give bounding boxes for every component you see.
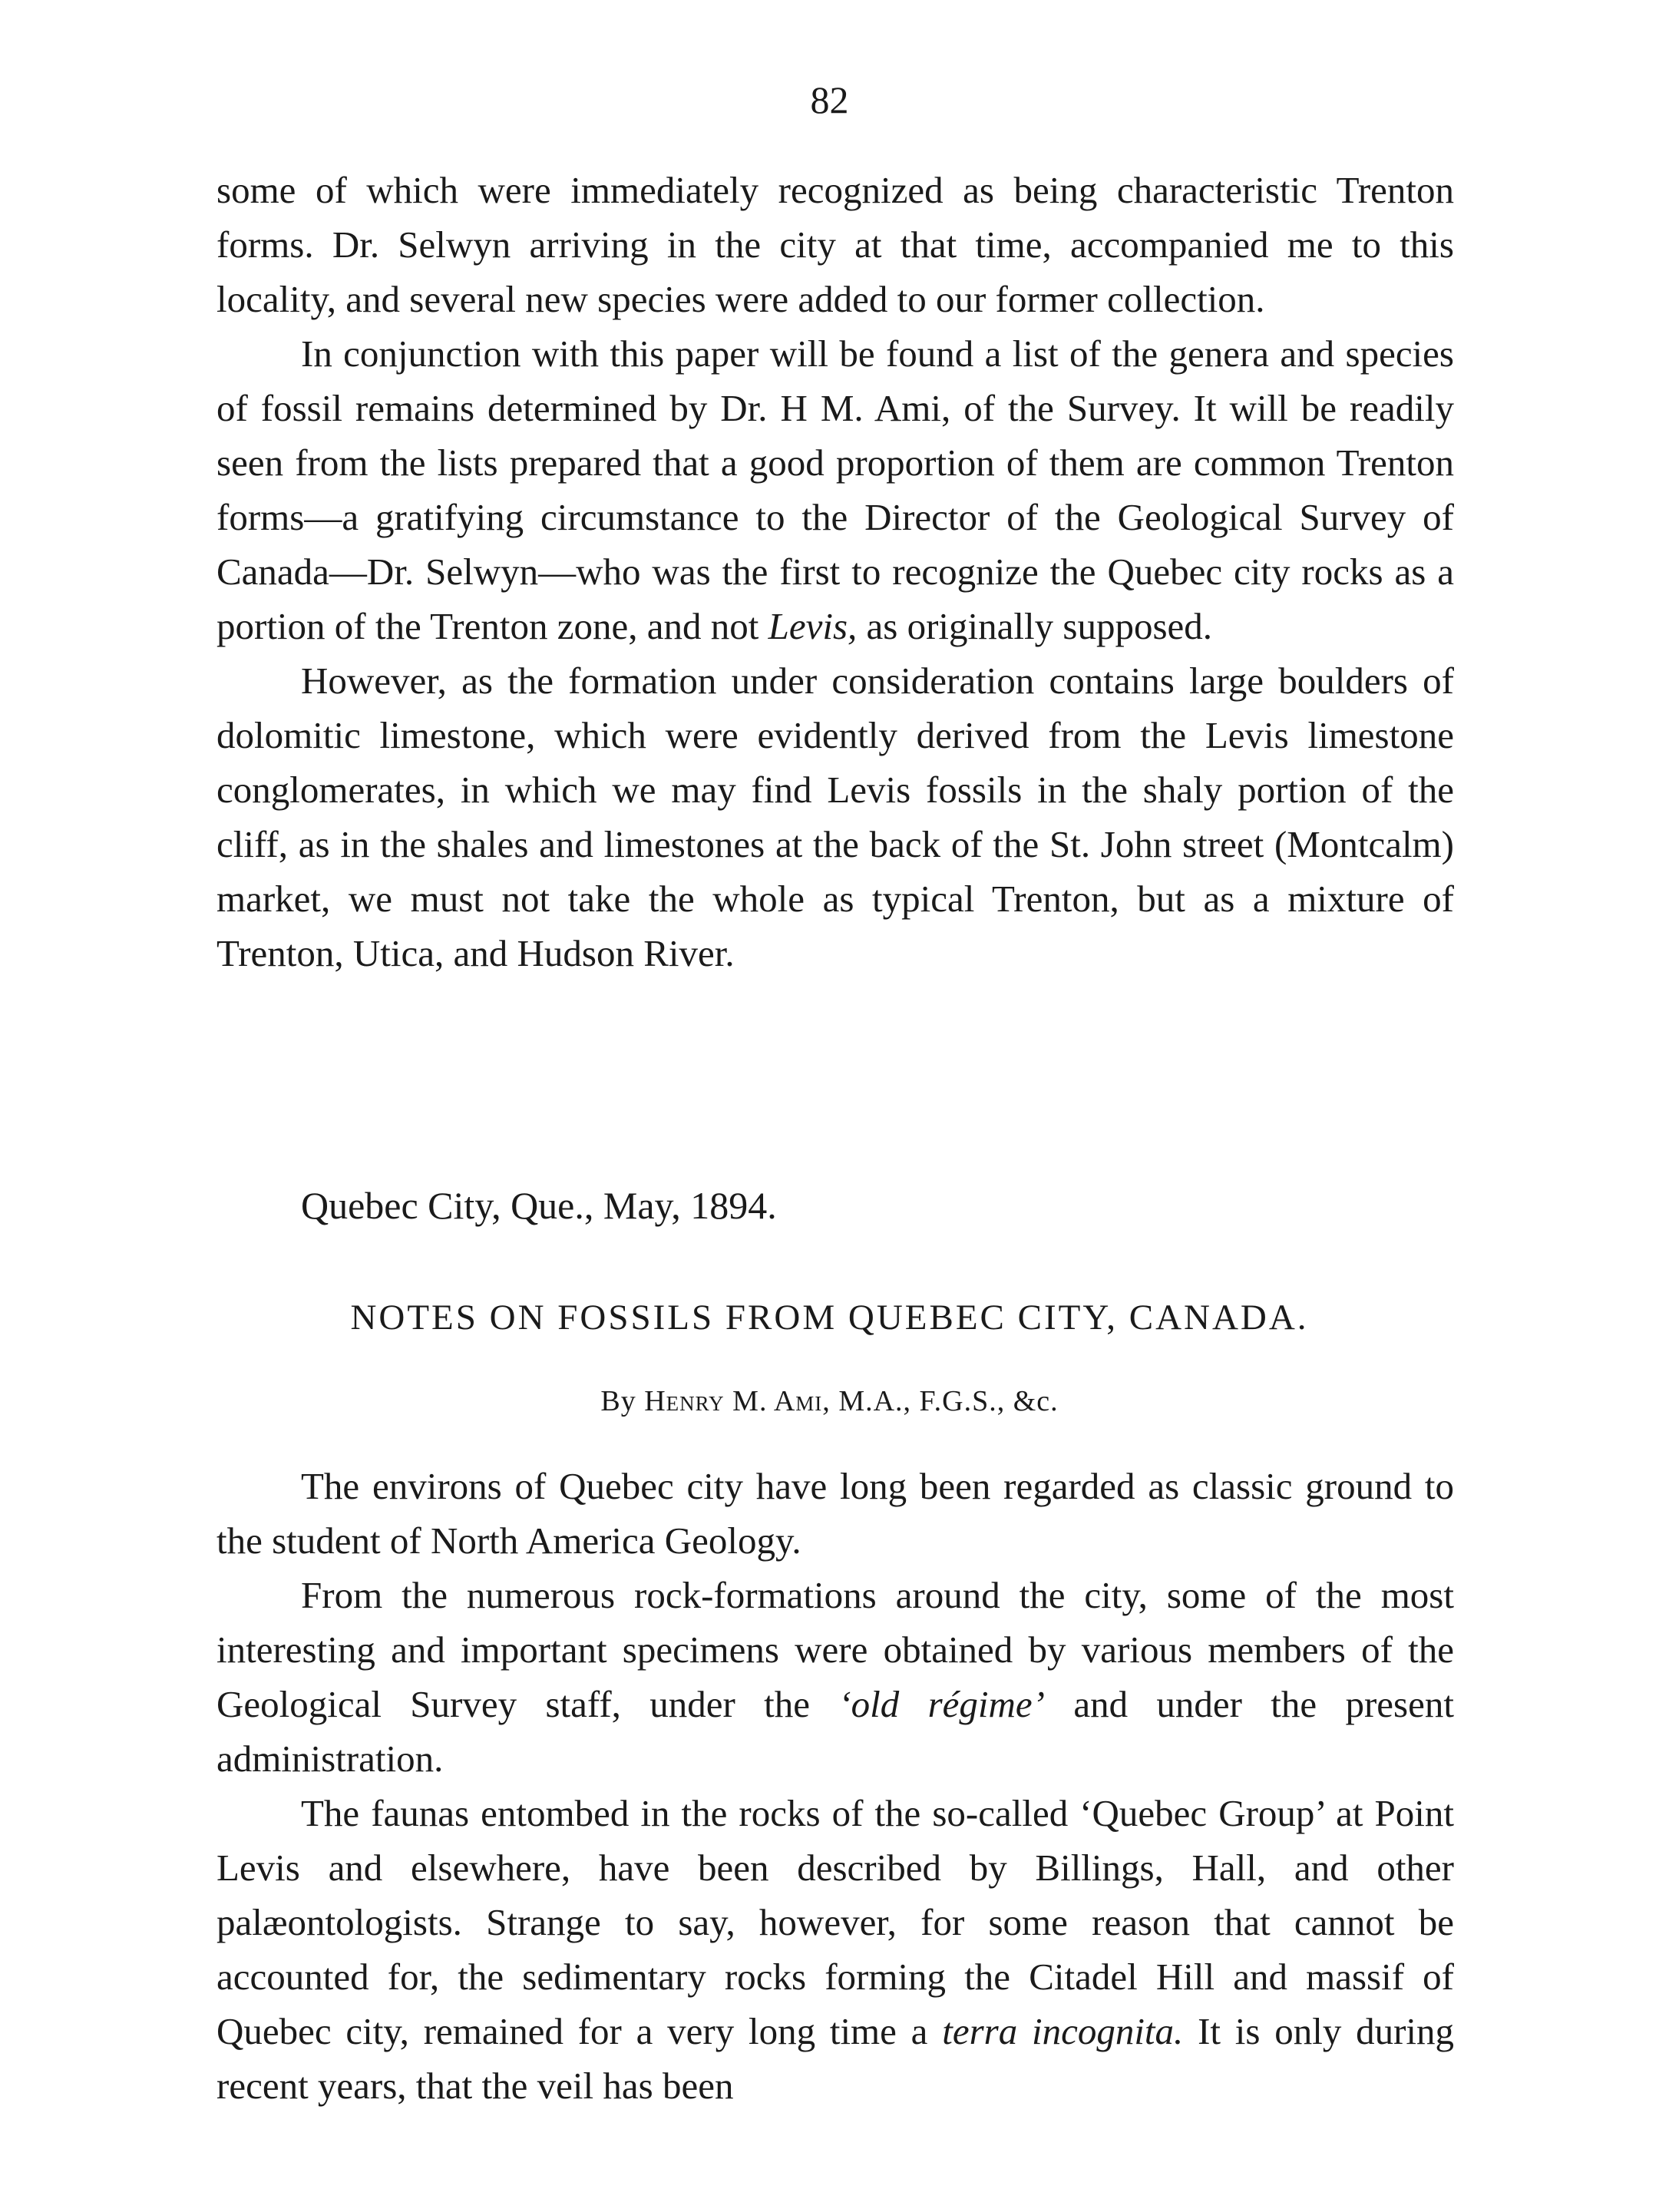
article-paragraph-3 bbox=[216, 1786, 1454, 2113]
article-paragraph-2 bbox=[216, 1568, 1454, 1786]
article-body bbox=[216, 1459, 1454, 2113]
article-paragraph-2-start: From the numerous rock-formations around the city, some of the most interesting and important specimens were obtained by various members of the Geological Survey staff, under the bbox=[216, 1574, 1454, 1725]
page-number: 82 bbox=[810, 78, 849, 121]
article-paragraph-2-italic: ‘old régime’ bbox=[838, 1683, 1045, 1725]
article-paragraph-3-end: It is only during recent years, that the veil has been bbox=[216, 2010, 1455, 2107]
article-paragraph-3-italic: terra incognita. bbox=[942, 2010, 1184, 2052]
byline-credentials: M.A., F.G.S., &c. bbox=[838, 1385, 1059, 1417]
article-title: NOTES ON FOSSILS FROM QUEBEC CITY, CANADA. bbox=[350, 1298, 1309, 1337]
paragraph-2-text-end: as originally supposed. bbox=[857, 605, 1213, 647]
continuation-paragraph-3: However, as the formation under consideration contains large boulders of dolomitic limestone, which were evidently derived from the Levis limestone conglomerates, in which we may find Levis fossils in the shaly portion of the cliff, as in the shales and limestones at the back of the St. John street (Montcalm) market, we must not take the whole as typical Trenton, but as a mixture of Trenton, Utica, and Hudson River. bbox=[216, 660, 1454, 974]
byline-prefix: By bbox=[600, 1385, 636, 1417]
byline bbox=[0, 1382, 1659, 1420]
paragraph-2-text-start: In conjunction with this paper will be found a list of the genera and species of fossil remains determined by Dr. H M. Ami, of the Survey. It will be readily seen from the lists prepared that a good proportion of them are common Trenton forms—a gratifying circumstance to the Director of the Geological Survey of Canada—Dr. Selwyn—who was the first to recognize the Quebec city rocks as a portion of the Trenton zone, and not bbox=[216, 332, 1454, 647]
continuation-paragraph-1: some of which were immediately recognized as being characteristic Trenton forms. Dr. Selwyn arriving in the city at that time, accompanied me to this locality, and several new species were added to our former collection. bbox=[216, 169, 1454, 320]
article-paragraph-1: The environs of Quebec city have long been regarded as classic ground to the student of North America Geology. bbox=[216, 1465, 1454, 1562]
dateline: Quebec City, Que., May, 1894. bbox=[301, 1184, 777, 1227]
byline-author: Henry M. Ami, bbox=[644, 1385, 831, 1417]
article-paragraph-3-start: The faunas entombed in the rocks of the so-called ‘Quebec Group’ at Point Levis and elsewhere, have been described by Billings, Hall, and other palæontologists. Strange to say, however, for some reason that cannot be accounted for, the sedimentary rocks forming the Citadel Hill and massif of Quebec city, remained for a very long time a bbox=[216, 1792, 1454, 2052]
article-paragraph-2-end: and under the present administration. bbox=[216, 1683, 1454, 1780]
continuation-text bbox=[216, 163, 1454, 980]
paragraph-2-italic-levis: Levis, bbox=[768, 605, 858, 647]
continuation-paragraph-2 bbox=[216, 326, 1454, 653]
